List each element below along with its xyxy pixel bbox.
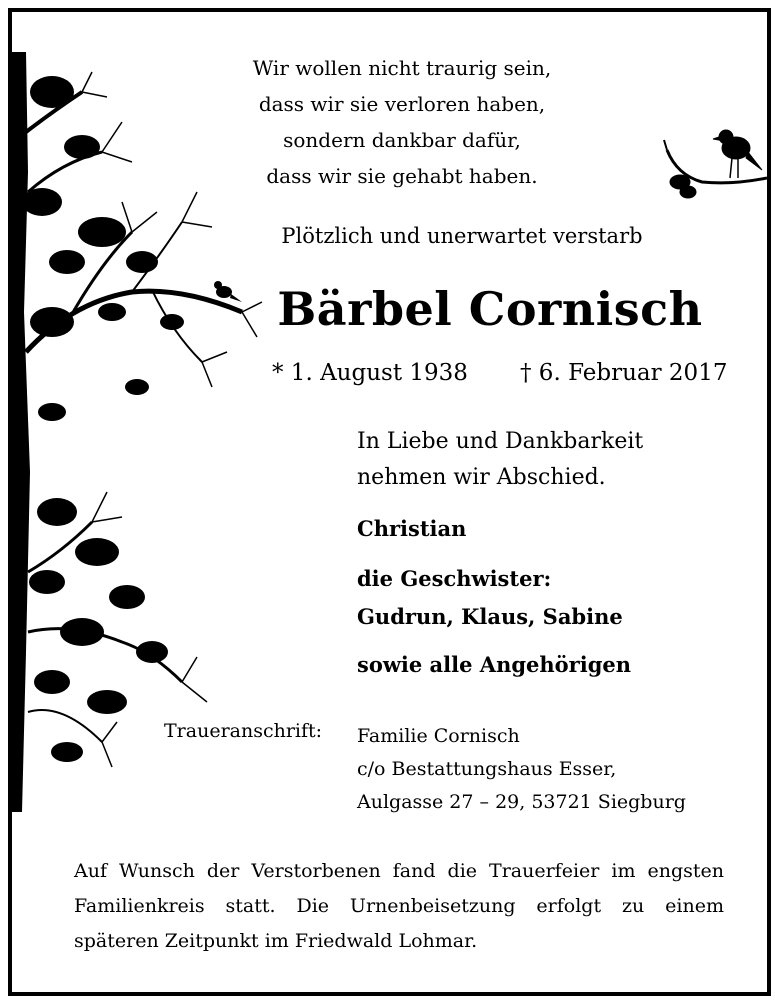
address-label: Traueranschrift: [164, 720, 323, 742]
poem-line: Wir wollen nicht traurig sein, [252, 56, 552, 80]
birth-date: * 1. August 1938 [272, 360, 468, 386]
mourning-address [357, 720, 686, 819]
deceased-name: Bärbel Cornisch [277, 282, 703, 336]
funeral-notice: Auf Wunsch der Verstorbenen fand die Trauerfeier im engsten Familienkreis statt. Die Urnenbeisetzung erfolgt zu einem späteren Zeitpunkt im Friedwald Lohmar. [74, 860, 724, 952]
mourner-first: Christian [357, 516, 467, 541]
obituary-content [12, 12, 767, 992]
bird-on-branch-icon [662, 120, 771, 210]
poem-line: dass wir sie gehabt haben. [266, 164, 538, 188]
poem [192, 50, 612, 194]
death-date: † 6. Februar 2017 [520, 360, 728, 386]
farewell-line: In Liebe und Dankbarkeit [357, 429, 644, 454]
address-line: c/o Bestattungshaus Esser, [357, 758, 617, 780]
mourner-siblings: Gudrun, Klaus, Sabine [357, 604, 623, 629]
poem-line: dass wir sie verloren haben, [258, 92, 546, 116]
farewell-line: nehmen wir Abschied. [357, 465, 606, 490]
poem-line: sondern dankbar dafür, [283, 128, 521, 152]
obituary-frame [8, 8, 771, 996]
intro-text: Plötzlich und unerwartet verstarb [281, 224, 643, 248]
address-line: Aulgasse 27 – 29, 53721 Siegburg [357, 791, 686, 813]
farewell-text [357, 424, 643, 496]
mourner-siblings-label: die Geschwister: [357, 566, 552, 591]
mourner-relatives: sowie alle Angehörigen [357, 652, 632, 677]
address-line: Familie Cornisch [357, 725, 520, 747]
